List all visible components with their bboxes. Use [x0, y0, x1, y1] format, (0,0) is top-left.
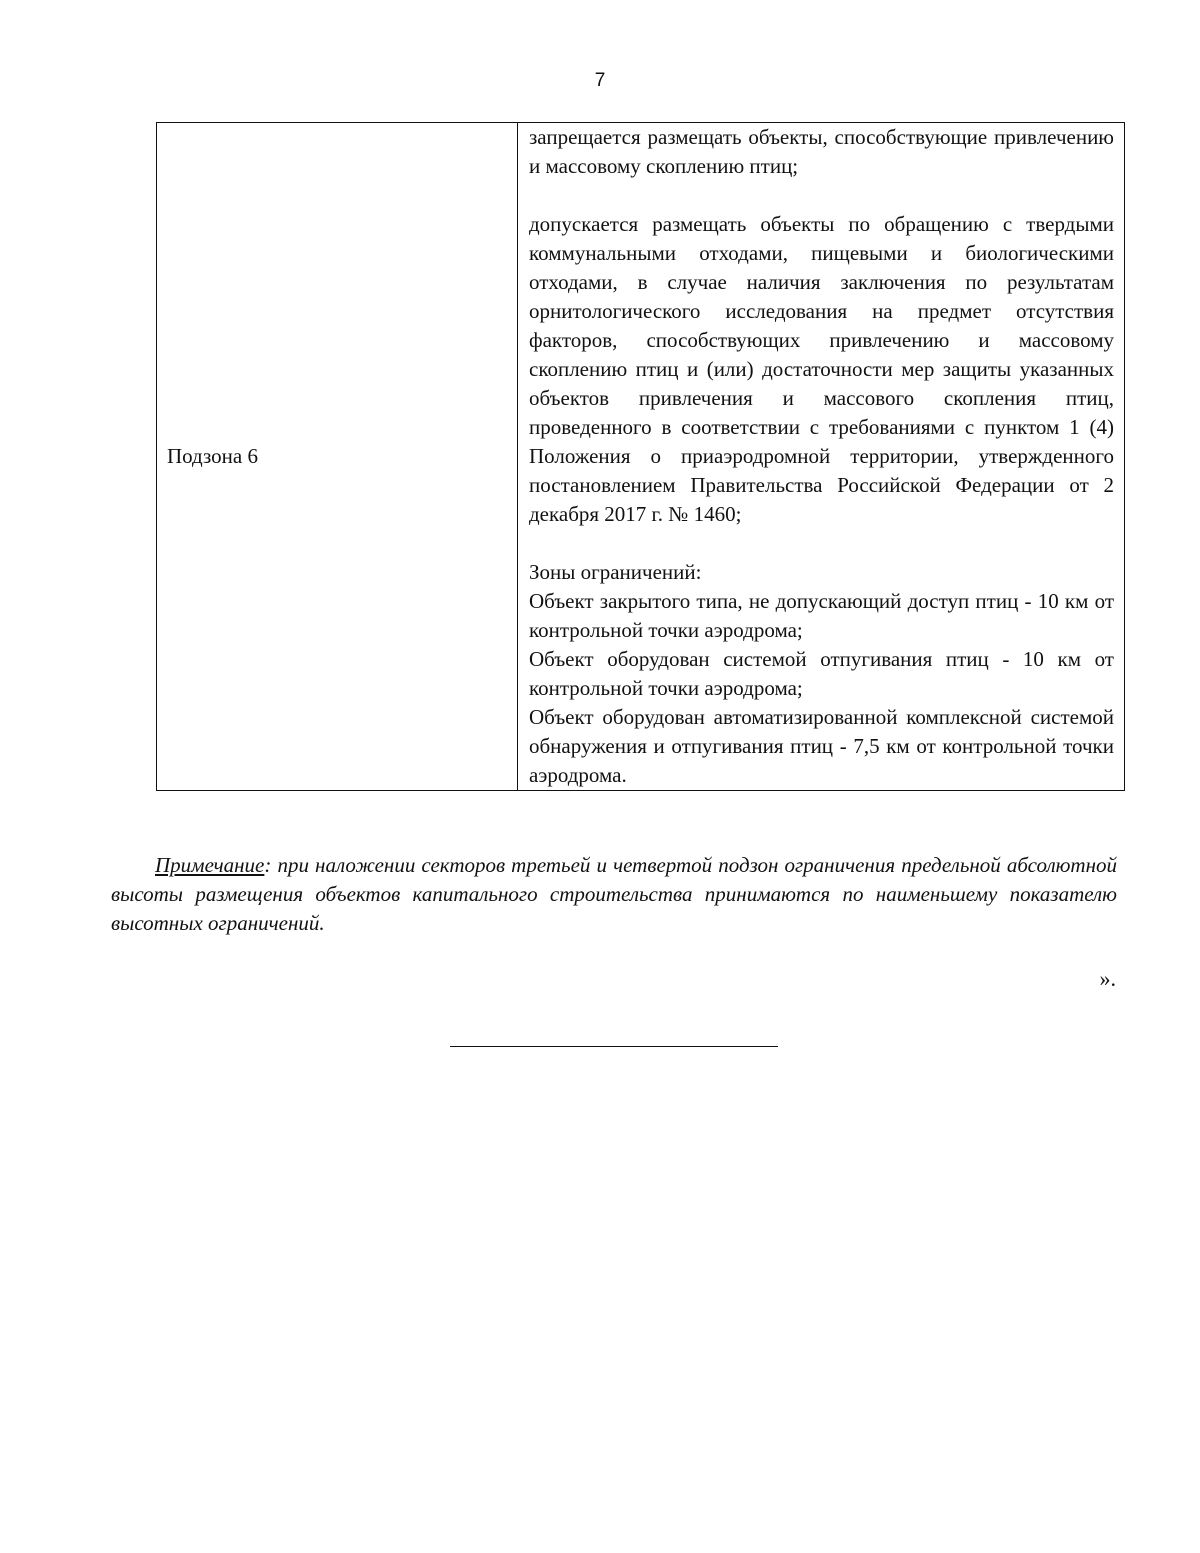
restriction-item: Объект оборудован автоматизированной комплексной системой обнаружения и отпугивания птиц - 7,5 км от контрольной точки аэродрома.: [529, 705, 1114, 787]
closing-quote: ».: [1099, 966, 1116, 991]
zone-restrictions-table: [156, 122, 1125, 791]
note-paragraph: [111, 851, 1117, 938]
restrictions-heading: Зоны ограничений:: [529, 560, 702, 584]
permission-paragraph: допускается размещать объекты по обращению с твердыми коммунальными отходами, пищевыми и биологическими отходами, в случае наличия заключения по результатам орнитологического исследования на предмет отсутствия факторов, способствующих привлечению и массовому скоплению птиц и (или) достаточности мер защиты указанных объектов привлечения и массового скопления птиц, проведенного в соответствии с требованиями с пунктом 1 (4) Положения о приаэродромной территории, утвержденного постановлением Правительства Российской Федерации от 2 декабря 2017 г. № 1460;: [529, 212, 1114, 526]
table-row: [157, 123, 1125, 791]
prohibition-paragraph: запрещается размещать объекты, способствующие привлечению и массовому скоплению птиц;: [529, 125, 1114, 178]
zone-text-cell: [518, 123, 1125, 791]
note-label: Примечание: [155, 853, 265, 877]
zone-name-cell: Подзона 6: [157, 123, 518, 791]
page-number: 7: [594, 70, 606, 91]
note-text: : при наложении секторов третьей и четвертой подзон ограничения предельной абсолютной высоты размещения объектов капитального строительства принимаются по наименьшему показателю высотных ограничений.: [111, 853, 1117, 935]
restriction-item: Объект оборудован системой отпугивания птиц - 10 км от контрольной точки аэродрома;: [529, 647, 1114, 700]
restriction-item: Объект закрытого типа, не допускающий доступ птиц - 10 км от контрольной точки аэродрома;: [529, 589, 1114, 642]
end-divider-line: [450, 1046, 778, 1047]
